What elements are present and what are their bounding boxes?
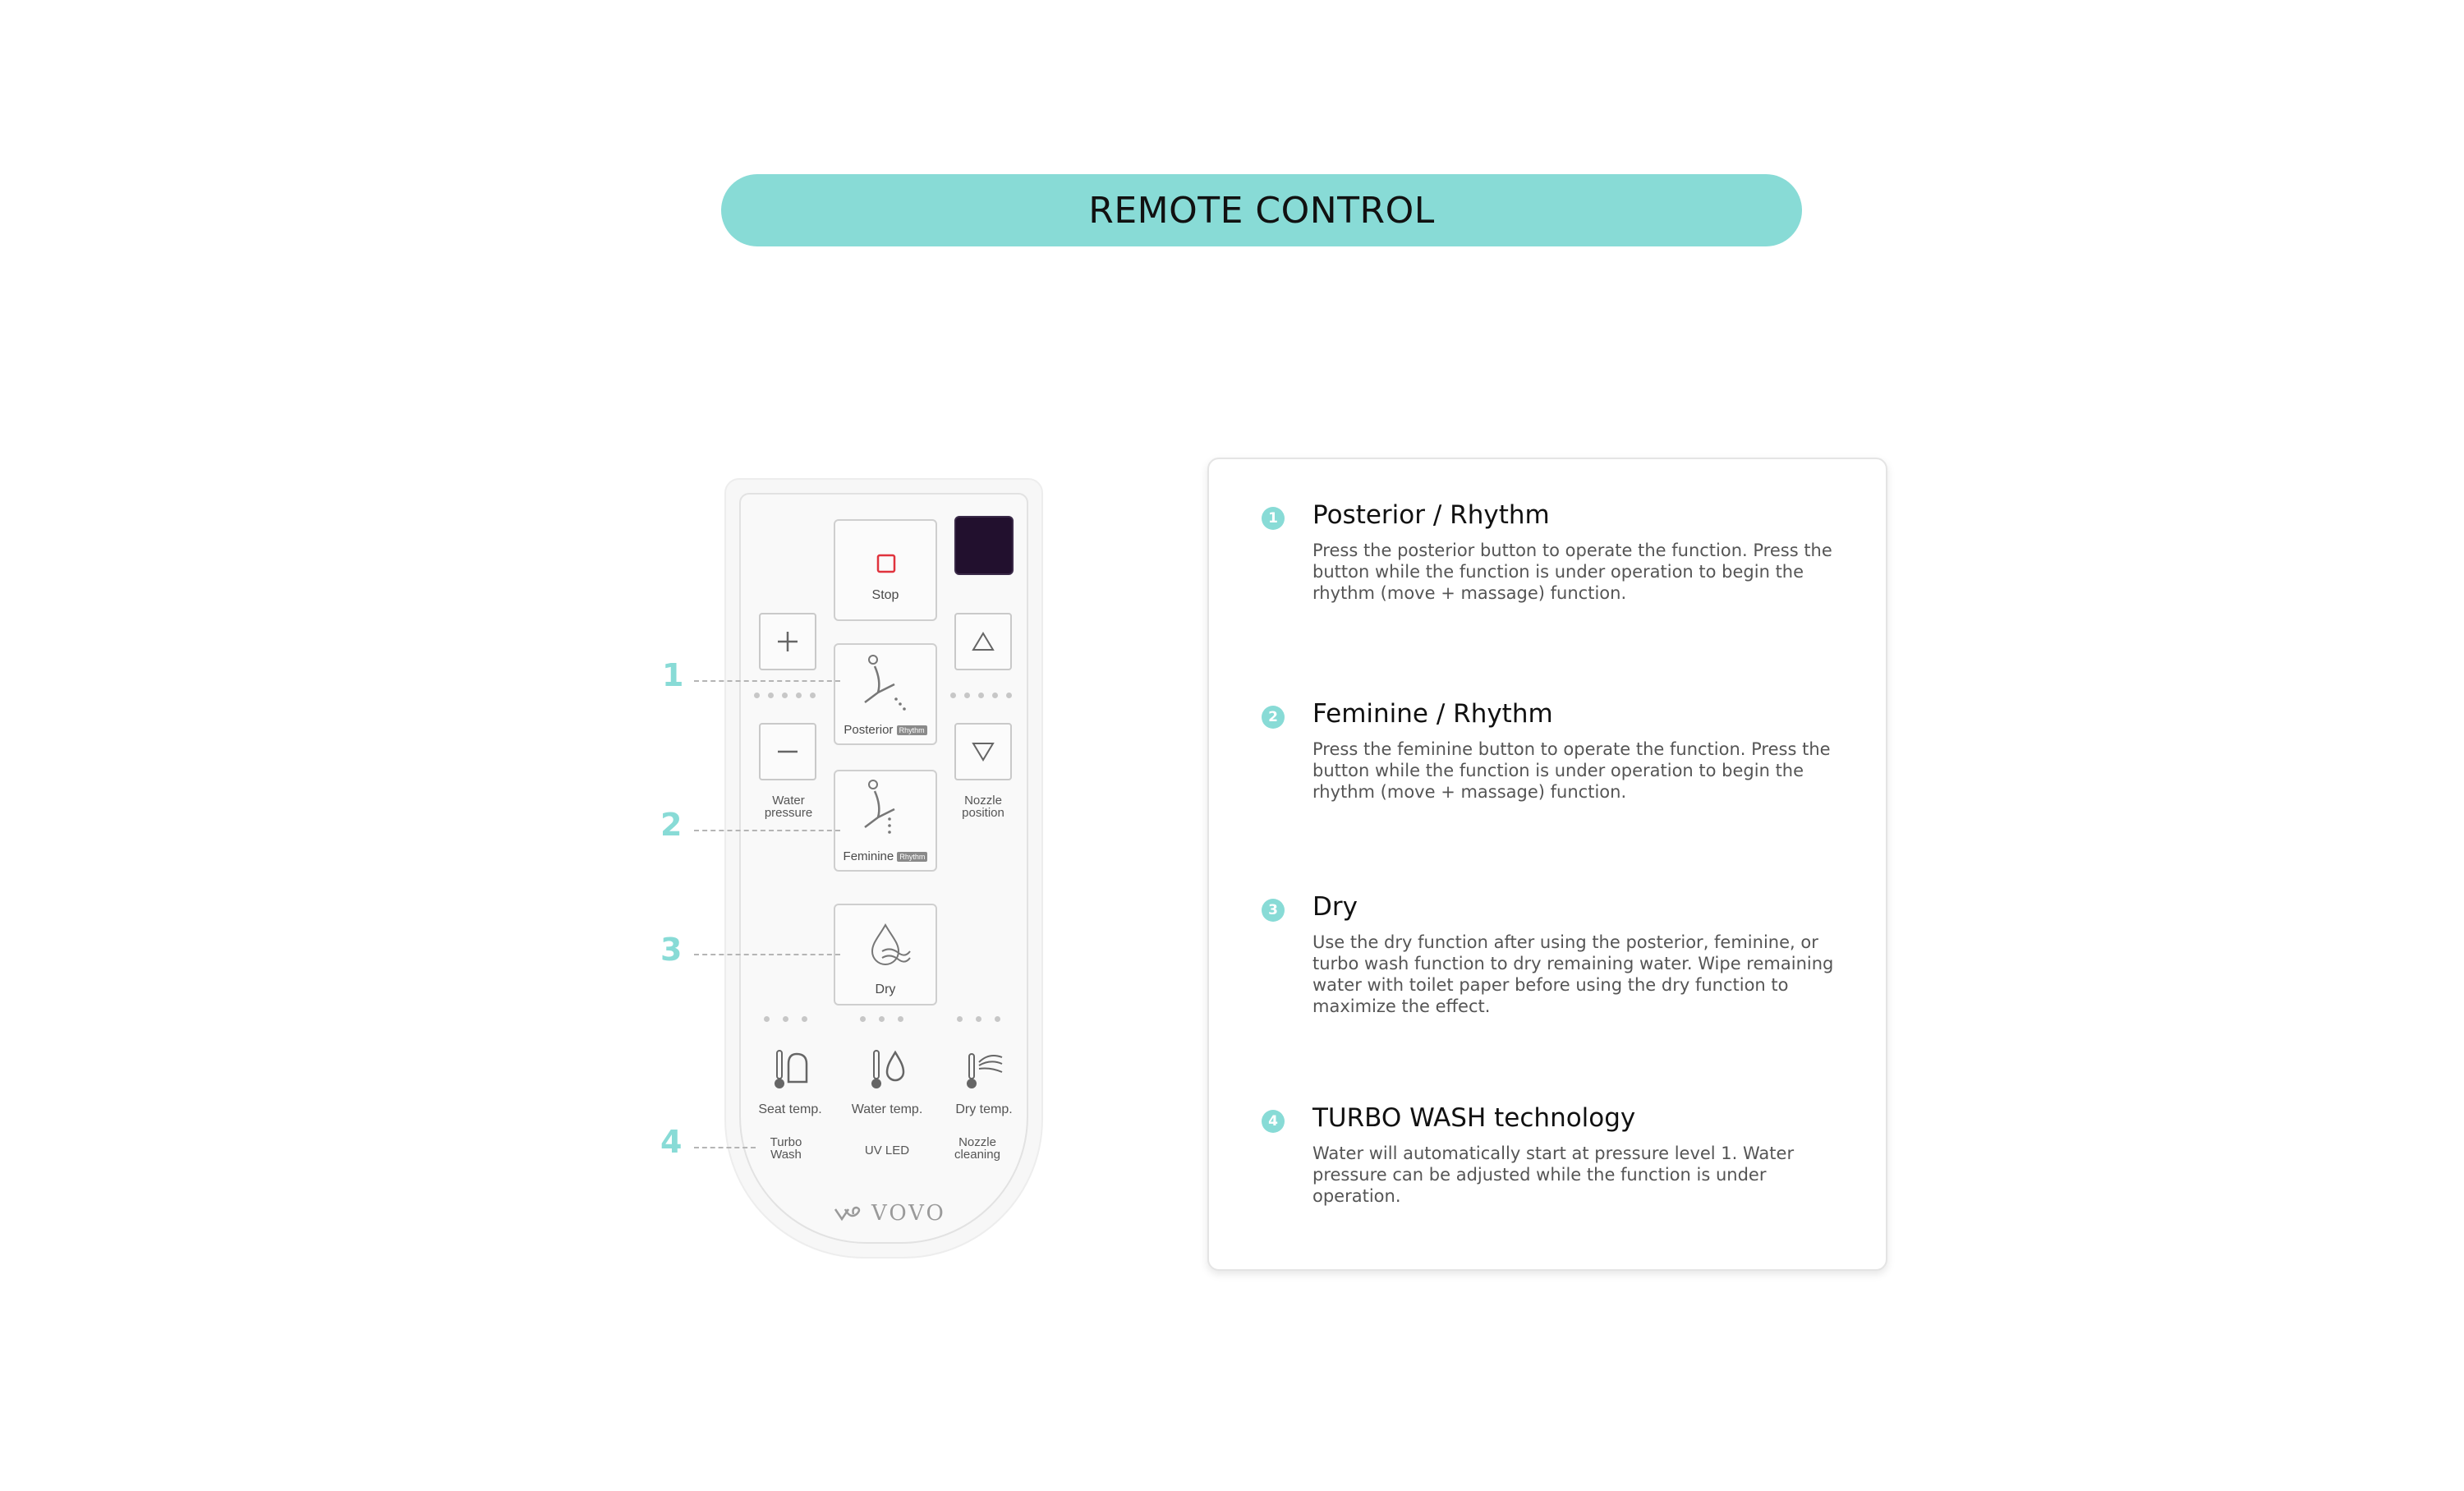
feature-text-1: Press the posterior button to operate the function. Press the button while the function is under operation to begin the rhythm (move + massage) function.: [1312, 541, 1832, 603]
feature-text-4: Water will automatically start at pressure level 1. Water pressure can be adjusted while the function is under operation.: [1312, 1144, 1795, 1206]
dry-temp-level-dots: [957, 1016, 1000, 1022]
feminine-wash-icon: [853, 776, 919, 842]
stop-label: Stop: [871, 588, 899, 602]
rhythm-badge: Rhythm: [897, 852, 927, 862]
feature-text-3: Use the dry function after using the posterior, feminine, or turbo wash function to dry remaining water. Wipe remaining water with toilet paper before using the dry function to maximize the effect.: [1312, 932, 1834, 1016]
brand-logo-icon: [834, 1204, 865, 1222]
uv-led-label[interactable]: UV LED: [864, 1144, 910, 1157]
feature-number-2: 2: [1262, 706, 1285, 729]
posterior-wash-icon: [853, 651, 919, 717]
dry-temp-icon: [964, 1047, 1005, 1092]
brand-logo: [834, 1201, 946, 1226]
posterior-button[interactable]: [834, 643, 937, 745]
water-temp-level-dots: [860, 1016, 903, 1022]
minus-icon: [775, 739, 801, 765]
feature-item-1: [1268, 500, 1846, 604]
feature-card: [1207, 458, 1887, 1271]
feature-item-4: [1268, 1103, 1846, 1207]
posterior-text: Posterior: [844, 723, 894, 737]
nozzle-cleaning-label[interactable]: Nozzle cleaning: [954, 1135, 1000, 1162]
callout-1-leader: [694, 680, 840, 682]
callout-1: 1: [662, 657, 684, 693]
callout-4-leader: [694, 1147, 756, 1148]
dry-temp-label: Dry temp.: [955, 1102, 1013, 1116]
callout-2-leader: [694, 830, 840, 831]
seat-temp-icon: [772, 1047, 813, 1092]
nozzle-down-button[interactable]: [954, 723, 1012, 780]
seat-temp-button[interactable]: [749, 1047, 831, 1130]
nozzle-position-level-dots: [950, 693, 1012, 698]
seat-temp-level-dots: [764, 1016, 807, 1022]
seat-temp-label: Seat temp.: [758, 1102, 822, 1116]
plus-icon: [775, 628, 801, 655]
callout-3: 3: [660, 932, 683, 968]
triangle-up-icon: [970, 628, 996, 655]
feature-item-2: [1268, 699, 1846, 803]
posterior-label: [835, 723, 935, 737]
turbo-wash-label[interactable]: Turbo Wash: [770, 1135, 802, 1162]
feature-title-2: Feminine / Rhythm: [1312, 699, 1553, 729]
remote-display: [954, 516, 1014, 575]
feature-title-3: Dry: [1312, 892, 1358, 922]
callout-2: 2: [660, 807, 683, 843]
water-pressure-minus-button[interactable]: [759, 723, 816, 780]
dry-label: Dry: [875, 982, 896, 996]
water-temp-label: Water temp.: [851, 1102, 923, 1116]
feature-title-4: TURBO WASH technology: [1312, 1103, 1636, 1133]
callout-4: 4: [660, 1124, 683, 1160]
stop-button[interactable]: [834, 519, 937, 621]
feature-text-2: Press the feminine button to operate the function. Press the button while the function is under operation to begin the rhythm (move + massage) function.: [1312, 739, 1831, 802]
feminine-button[interactable]: [834, 770, 937, 872]
nozzle-position-label: Nozzle position: [962, 794, 1004, 820]
water-pressure-label: Water pressure: [764, 794, 813, 820]
feminine-label: [835, 849, 935, 863]
triangle-down-icon: [970, 739, 996, 765]
feminine-text: Feminine: [843, 849, 894, 863]
water-pressure-plus-button[interactable]: [759, 613, 816, 670]
nozzle-up-button[interactable]: [954, 613, 1012, 670]
feature-number-1: 1: [1262, 507, 1285, 530]
feature-item-3: [1268, 892, 1846, 1017]
dry-temp-button[interactable]: [943, 1047, 1025, 1130]
feature-number-3: 3: [1262, 899, 1285, 922]
title-banner: [721, 174, 1802, 246]
water-temp-icon: [869, 1047, 910, 1092]
dry-button[interactable]: [834, 904, 937, 1006]
dry-icon: [862, 922, 912, 971]
brand-name: VOVO: [871, 1201, 946, 1226]
water-temp-button[interactable]: [846, 1047, 928, 1130]
callout-3-leader: [694, 954, 840, 955]
rhythm-badge: Rhythm: [897, 725, 927, 735]
stop-icon: [876, 554, 896, 573]
water-pressure-level-dots: [754, 693, 816, 698]
page-title: REMOTE CONTROL: [1088, 189, 1435, 232]
feature-title-1: Posterior / Rhythm: [1312, 500, 1550, 530]
feature-number-4: 4: [1262, 1110, 1285, 1133]
